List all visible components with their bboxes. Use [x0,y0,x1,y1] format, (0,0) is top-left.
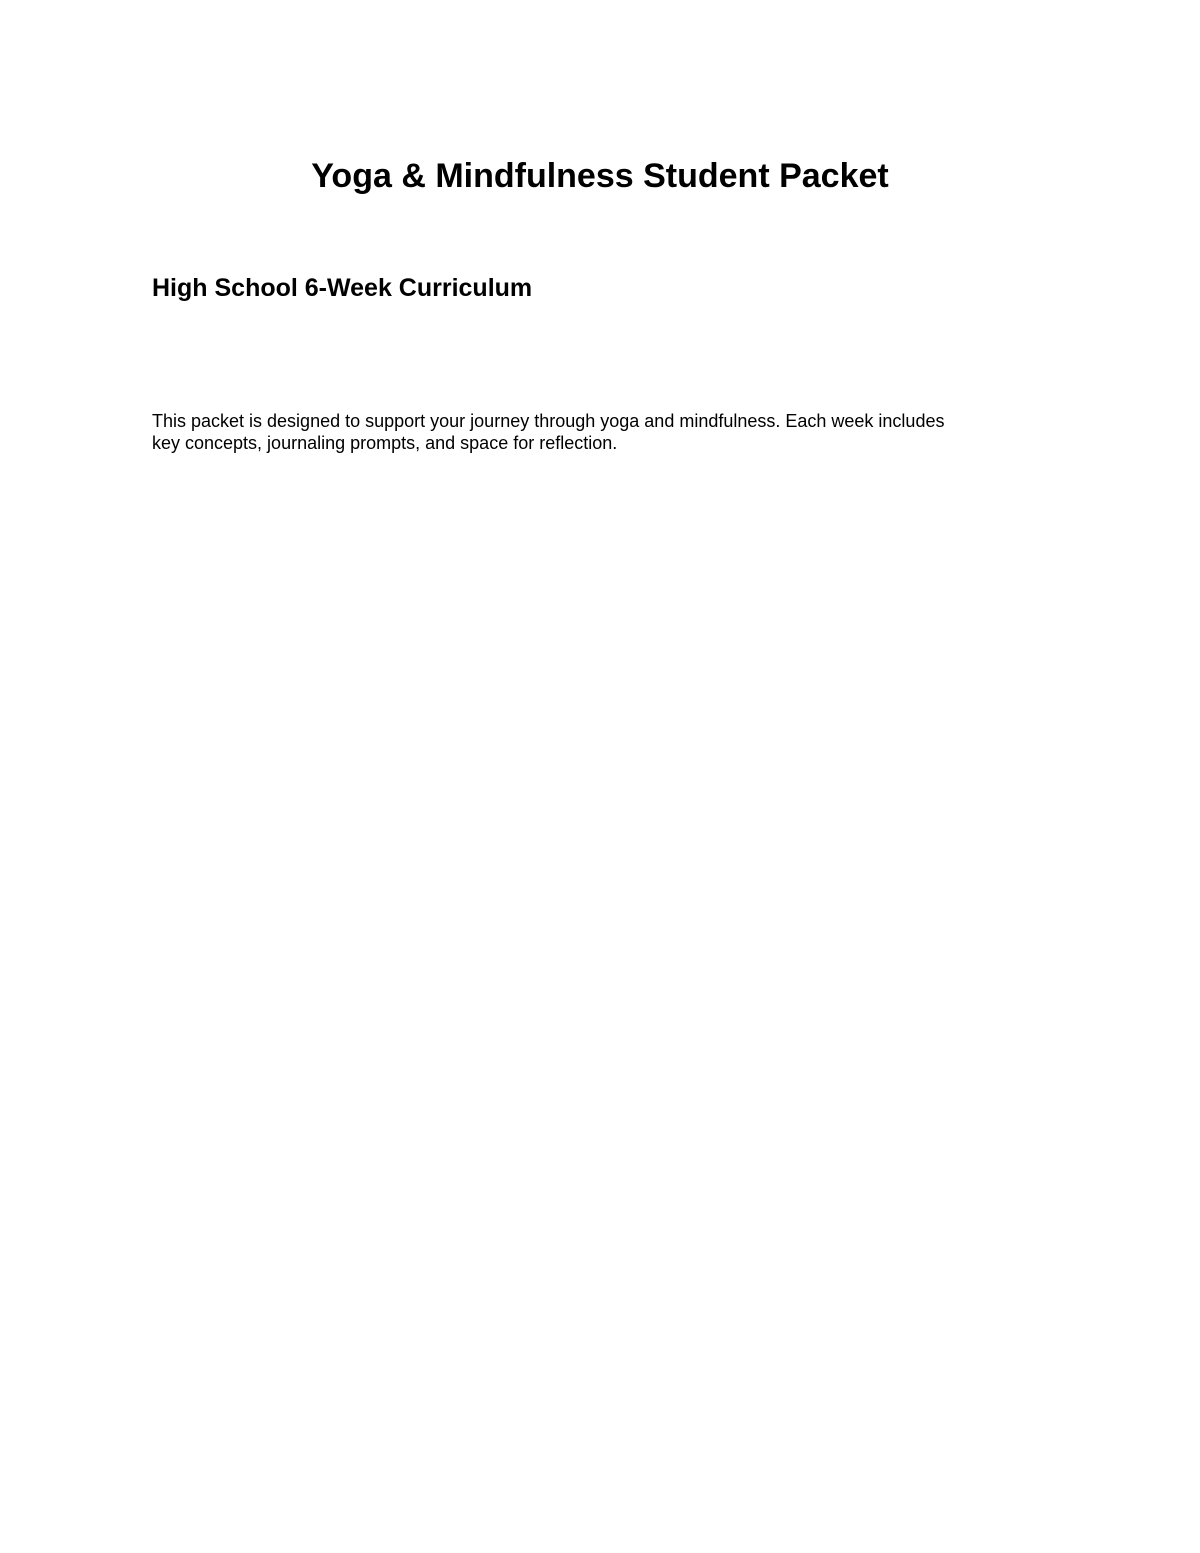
intro-paragraph [152,410,1032,454]
document-subtitle: High School 6-Week Curriculum [152,274,533,302]
document-title: Yoga & Mindfulness Student Packet [311,157,889,195]
intro-line-1: This packet is designed to support your journey through yoga and mindfulness. Each week includes [152,411,945,431]
intro-line-2: key concepts, journaling prompts, and space for reflection. [152,433,618,453]
